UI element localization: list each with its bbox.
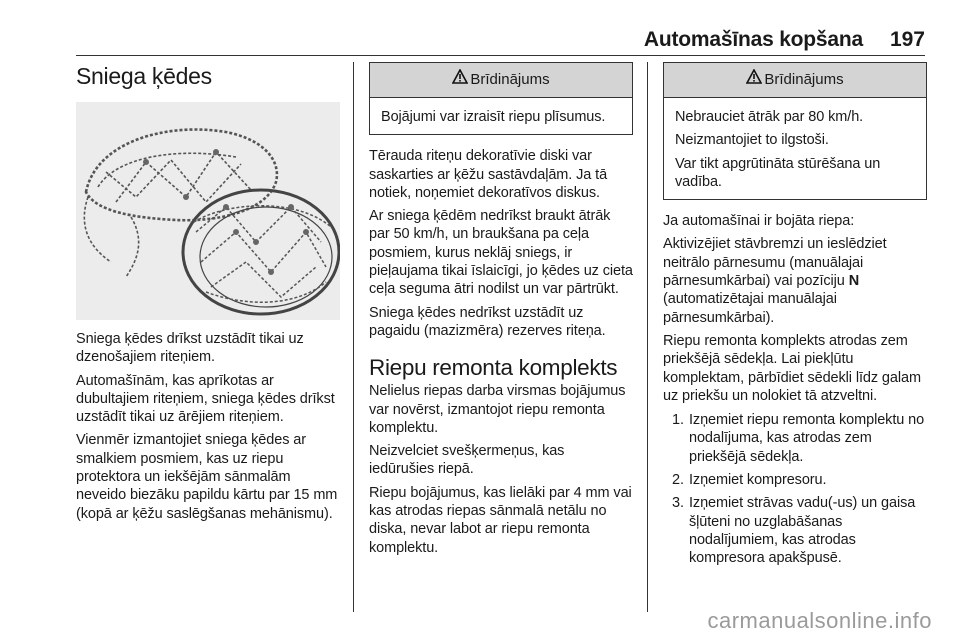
snow-chains-illustration (76, 102, 340, 320)
paragraph: Vienmēr izmantojiet sniega ķēdes ar smalkiem posmiem, kas uz riepu protektora un iekšējām sānmalām neveido biezāku papildu kārtu par 15 mm (kopā ar ķēžu saslēgšanas mehānismu). (76, 432, 338, 522)
step-number: 2. (672, 472, 684, 489)
step-text: Izņemiet riepu remonta komplektu no nodalījuma, kas atrodas zem priekšējā sēdekļa. (689, 412, 925, 465)
paragraph (663, 235, 927, 326)
warning-title: Brīdinājums (470, 71, 550, 88)
watermark: carmanualsonline.info (707, 608, 932, 633)
list-item (663, 411, 927, 466)
gear-position-label: N (848, 273, 860, 290)
column-1 (76, 62, 340, 523)
column-divider (353, 62, 354, 612)
step-number: 1. (672, 412, 684, 429)
section-title: Automašīnas kopšana (643, 28, 863, 51)
paragraph: Neizvelciet svešķermeņus, kas iedūrušies riepā. (369, 443, 565, 478)
paragraph: Tērauda riteņu dekoratīvie diski var saskarties ar ķēžu sastāvdaļām. Ja tā notiek, noņemiet dekoratīvos diskus. (369, 148, 608, 201)
paragraph: Riepu bojājumus, kas lielāki par 4 mm vai kas atrodas riepas sānmalā netālu no diska, nevar labot ar riepu remonta komplektu. (369, 484, 632, 556)
page-header (76, 20, 925, 52)
step-text: Izņemiet kompresoru. (689, 472, 827, 489)
warning-triangle-icon (452, 63, 468, 97)
warning-title: Brīdinājums (764, 71, 844, 88)
list-item (663, 471, 927, 489)
list-item (663, 494, 927, 567)
paragraph: Sniega ķēdes drīkst uzstādīt tikai uz dzenošajiem riteņiem. (76, 331, 304, 366)
warning-line: Var tikt apgrūtināta stūrēšana un vadība. (675, 155, 881, 190)
paragraph-part: (automatizētajai manuālajai pārnesumkārbai). (663, 291, 837, 326)
steps-list (663, 411, 927, 567)
step-number: 3. (672, 495, 684, 512)
column-2 (369, 62, 633, 557)
warning-line: Neizmantojiet to ilgstoši. (675, 132, 829, 149)
column-divider (647, 62, 648, 612)
warning-box (663, 62, 927, 200)
page-number: 197 (889, 28, 925, 51)
paragraph: Sniega ķēdes nedrīkst uzstādīt uz pagaidu (mazizmēra) rezerves riteņa. (369, 304, 606, 339)
snow-chains-icon (76, 102, 340, 320)
paragraph: Ja automašīnai ir bojāta riepa: (663, 213, 855, 230)
heading-snow-chains: Sniega ķēdes (76, 63, 212, 89)
warning-text: Bojājumi var izraisīt riepu plīsumus. (381, 109, 606, 125)
warning-triangle-icon (746, 63, 762, 97)
warning-header (370, 63, 632, 98)
warning-line: Nebrauciet ātrāk par 80 km/h. (675, 109, 864, 125)
paragraph: Automašīnām, kas aprīkotas ar dubultajiem riteņiem, sniega ķēdes drīkst uzstādīt tikai uz ārējiem riteņiem. (76, 372, 335, 426)
paragraph-part: Aktivizējiet stāvbremzi un ieslēdziet neitrālo pārnesumu (manuālajai pārnesumkārbai) vai pozīciju (663, 236, 887, 290)
header-rule (76, 55, 925, 56)
paragraph: Nelielus riepas darba virsmas bojājumus var novērst, izmantojot riepu remonta komplektu. (369, 383, 626, 436)
warning-header (664, 63, 926, 98)
heading-tyre-repair-kit: Riepu remonta komplekts (369, 355, 618, 381)
column-3 (663, 62, 927, 573)
paragraph: Ar sniega ķēdēm nedrīkst braukt ātrāk par 50 km/h, un braukšana pa ceļa posmiem, kurus neklāj sniegs, ir pieļaujama tikai īslaicīgi, jo ķēdes uz cieta ceļa seguma ātri nodilst un var pārtrūkt. (369, 208, 633, 298)
paragraph: Riepu remonta komplekts atrodas zem priekšējā sēdekļa. Lai piekļūtu komplektam, pārbīdiet sēdekli līdz galam uz priekšu un nolokiet tā atzveltni. (663, 332, 921, 404)
step-text: Izņemiet strāvas vadu(-us) un gaisa šļūteni no uzglabāšanas nodalījumiem, kas atrodas kompresora apakšpusē. (689, 495, 916, 567)
warning-box (369, 62, 633, 135)
